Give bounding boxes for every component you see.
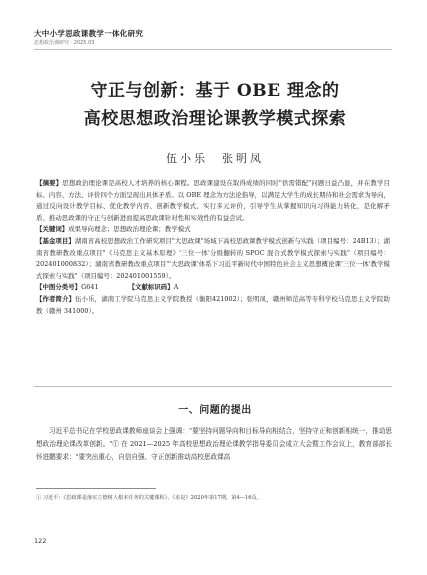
abstract	[36, 178, 390, 224]
classification-row	[36, 282, 390, 294]
clc-value: G641	[81, 283, 99, 292]
fund-text: 湖南省高校思想政治工作研究项目"大思政课"场域下高校思政课教学模式创新与实践（项目编号：24B13）；湖南省教研教改重点项目"《马克思主义基本原理》'三位一体'分级翻转的 SPOC 混合式教学模式探索与实践"（项目编号：202401000832）；湖南省教研教改重点项目"'大思政课'体系下习近平新时代中国特色社会主义思想概论课'三位一体'教学模式探索与实践"（项目编号：202401001559）。	[36, 236, 390, 280]
keywords-tag: 【关键词】	[36, 225, 69, 234]
body-text	[36, 425, 392, 464]
doc-code-value: A	[173, 283, 179, 292]
abstract-tag: 【摘要】	[36, 179, 63, 187]
abstract-text: 思想政治理论课是高校人才培养的核心课程。思政课建设在取得成绩的同时"供需错配"问题日益凸显，并在教学目标、内容、方法、评价四个方面呈现出具体矛盾。以 OBE 理念为方法论指导，以满足大学生的成长期待和社会需求为导向，通过反向设计教学目标、优化教学内容、创新教学模式、实行多元评价，引导学生从掌握知识向习得能力转化，是化解矛盾、推动思政课的守正与创新进而提高思政课针对性和实效性的有益尝试。	[36, 179, 390, 222]
footnote-rule	[36, 488, 156, 489]
article-title-line-1: 守正与创新：基于 OBE 理念的	[90, 81, 340, 101]
body-paragraph: 习近平总书记在学校思政课教师座谈会上强调："要坚持问题导向和目标导向相结合，坚持守正和创新相统一，推动思想政治理论课改革创新。"① 在 2021—2025 年高校思想政治理论课教学指导委员会成立大会暨工作会议上，教育部部长怀进鹏要求："要突出重心，自信自强、守正创新推动高校思政课高	[36, 427, 392, 461]
journal-issue: 思想政治课研究 · 2025.03	[34, 40, 95, 46]
author-info	[36, 294, 390, 317]
journal-column-title: 大中小学思政课教学一体化研究	[34, 29, 144, 38]
fund-tag: 【基金项目】	[36, 236, 75, 245]
article-title-line-2: 高校思想政治理论课教学模式探索	[83, 109, 347, 129]
keywords	[36, 224, 390, 236]
fund	[36, 236, 390, 282]
doc-code-tag: 【文献标识码】	[128, 283, 174, 292]
author-info-tag: 【作者简介】	[36, 294, 76, 303]
header-rule	[34, 49, 392, 50]
author-info-text: 伍小乐，湖南工学院马克思主义学院教授（衡阳421002）；张明凤，赣州师范高等专科学校马克思主义学院助教（赣州 341000）。	[36, 294, 390, 315]
footnote: ① 习近平：《思政课是落实立德树人根本任务的关键课程》，《求是》2020年第17期，第4—16页。	[36, 495, 262, 501]
clc-tag: 【中图分类号】	[36, 283, 82, 292]
section-heading: 一、问题的提出	[178, 405, 252, 416]
page-number: 122	[34, 537, 47, 545]
keywords-text: 成果导向理念；思想政治理论课；教学模式	[68, 225, 191, 234]
abstract-divider	[34, 386, 392, 387]
authors: 伍小乐 张明凤	[166, 152, 264, 165]
running-head	[34, 29, 143, 47]
abstract-block	[36, 178, 390, 317]
